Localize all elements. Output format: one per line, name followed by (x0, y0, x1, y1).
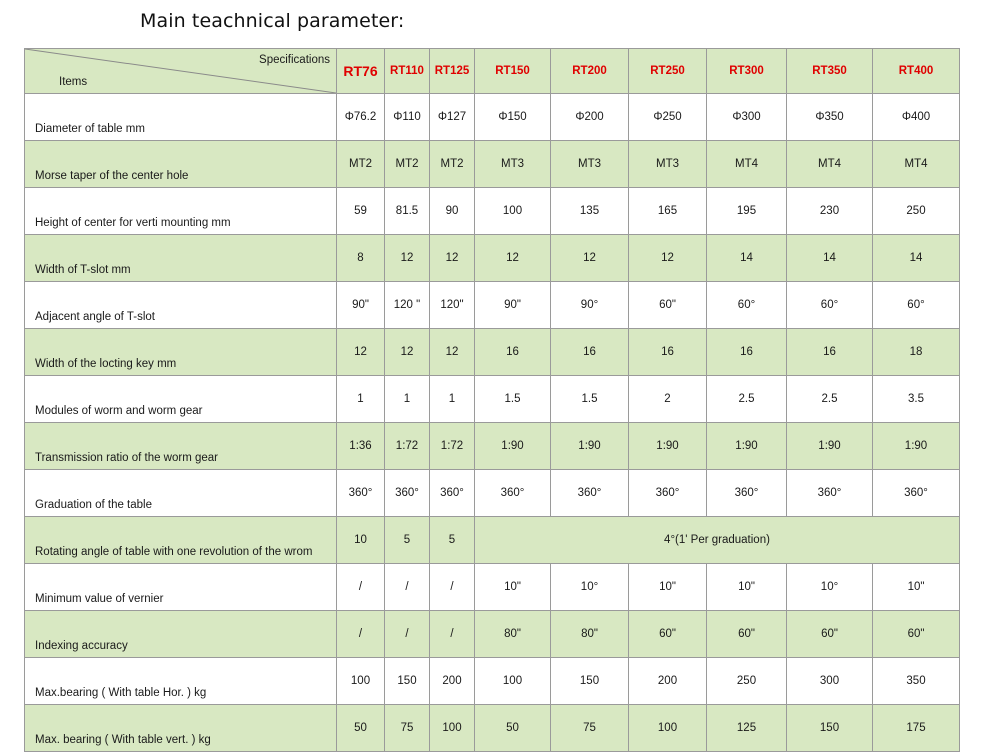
table-cell: 175 (873, 705, 960, 752)
table-cell: 5 (385, 517, 430, 564)
table-cell: 2.5 (707, 376, 787, 423)
table-cell: 12 (337, 329, 385, 376)
table-cell: 150 (551, 658, 629, 705)
row-label: Modules of worm and worm gear (25, 376, 337, 423)
table-row (25, 188, 960, 235)
row-label: Graduation of the table (25, 470, 337, 517)
row-label: Width of T-slot mm (25, 235, 337, 282)
table-cell: 135 (551, 188, 629, 235)
table-cell: / (385, 611, 430, 658)
row-label: Morse taper of the center hole (25, 141, 337, 188)
table-cell: 75 (385, 705, 430, 752)
table-cell: 360° (873, 470, 960, 517)
model-header: RT400 (873, 49, 960, 94)
corner-cell (25, 49, 337, 94)
table-cell: 60° (707, 282, 787, 329)
model-header: RT350 (787, 49, 873, 94)
row-label: Rotating angle of table with one revolution of the wrom (25, 517, 337, 564)
table-cell: MT2 (430, 141, 475, 188)
table-cell: 1:90 (551, 423, 629, 470)
table-cell: 10" (475, 564, 551, 611)
table-cell: 60" (787, 611, 873, 658)
table-cell: 250 (873, 188, 960, 235)
table-cell: 360° (551, 470, 629, 517)
table-cell: 300 (787, 658, 873, 705)
table-cell: 5 (430, 517, 475, 564)
row-label: Adjacent angle of T-slot (25, 282, 337, 329)
table-cell: 100 (337, 658, 385, 705)
table-cell: 200 (629, 658, 707, 705)
table-row (25, 658, 960, 705)
model-header: RT125 (430, 49, 475, 94)
row-label: Height of center for verti mounting mm (25, 188, 337, 235)
table-cell: 14 (787, 235, 873, 282)
specifications-label: Specifications (259, 54, 330, 66)
table-cell: 100 (629, 705, 707, 752)
table-row (25, 235, 960, 282)
table-cell: 360° (475, 470, 551, 517)
table-cell: Φ110 (385, 94, 430, 141)
table-cell: 12 (629, 235, 707, 282)
table-cell: / (430, 611, 475, 658)
table-cell: Φ127 (430, 94, 475, 141)
table-cell: 16 (475, 329, 551, 376)
table-cell: 90 (430, 188, 475, 235)
table-cell: 50 (475, 705, 551, 752)
table-cell: 10" (707, 564, 787, 611)
table-cell: 16 (787, 329, 873, 376)
table-cell: 59 (337, 188, 385, 235)
table-cell: 195 (707, 188, 787, 235)
table-cell: 90" (337, 282, 385, 329)
table-cell: 1:72 (385, 423, 430, 470)
table-cell: 165 (629, 188, 707, 235)
table-cell: 1:36 (337, 423, 385, 470)
table-row (25, 705, 960, 752)
table-row (25, 94, 960, 141)
table-row (25, 329, 960, 376)
table-cell: 12 (385, 329, 430, 376)
table-cell: 60" (629, 282, 707, 329)
table-cell: 1:90 (629, 423, 707, 470)
table-cell: 360° (707, 470, 787, 517)
table-row (25, 141, 960, 188)
row-label: Indexing accuracy (25, 611, 337, 658)
table-cell: 250 (707, 658, 787, 705)
table-cell: 1:90 (707, 423, 787, 470)
table-row (25, 564, 960, 611)
spec-table (24, 48, 960, 752)
table-cell: 1.5 (475, 376, 551, 423)
table-cell: 60° (873, 282, 960, 329)
table-cell: 12 (475, 235, 551, 282)
table-cell: Φ150 (475, 94, 551, 141)
table-cell: 120 " (385, 282, 430, 329)
header-row (25, 49, 960, 94)
table-cell: Φ300 (707, 94, 787, 141)
table-cell: 60" (629, 611, 707, 658)
model-header: RT110 (385, 49, 430, 94)
table-row (25, 611, 960, 658)
table-cell: 80" (475, 611, 551, 658)
table-cell: / (385, 564, 430, 611)
table-row (25, 376, 960, 423)
table-cell: 90" (475, 282, 551, 329)
model-header: RT150 (475, 49, 551, 94)
table-cell: 10° (787, 564, 873, 611)
table-cell: 100 (475, 188, 551, 235)
items-label: Items (59, 76, 88, 88)
table-cell: 10" (873, 564, 960, 611)
table-cell: MT3 (475, 141, 551, 188)
table-cell: 10° (551, 564, 629, 611)
table-cell: 125 (707, 705, 787, 752)
table-cell: 12 (430, 329, 475, 376)
model-header: RT76 (337, 49, 385, 94)
merged-cell: 4°(1' Per graduation) (475, 517, 960, 564)
table-cell: 120" (430, 282, 475, 329)
table-cell: MT4 (787, 141, 873, 188)
table-cell: 80" (551, 611, 629, 658)
model-header: RT300 (707, 49, 787, 94)
table-cell: 100 (475, 658, 551, 705)
row-label: Minimum value of vernier (25, 564, 337, 611)
model-header: RT200 (551, 49, 629, 94)
table-cell: 12 (430, 235, 475, 282)
table-cell: MT3 (629, 141, 707, 188)
table-cell: 150 (385, 658, 430, 705)
table-cell: 100 (430, 705, 475, 752)
table-cell: MT2 (385, 141, 430, 188)
table-row (25, 282, 960, 329)
table-cell: 2.5 (787, 376, 873, 423)
table-cell: 10 (337, 517, 385, 564)
table-cell: / (430, 564, 475, 611)
table-cell: 16 (551, 329, 629, 376)
table-row (25, 517, 960, 564)
page-title: Main teachnical parameter: (140, 10, 405, 32)
table-cell: Φ400 (873, 94, 960, 141)
table-cell: MT4 (873, 141, 960, 188)
table-cell: 14 (707, 235, 787, 282)
model-header: RT250 (629, 49, 707, 94)
table-cell: Φ350 (787, 94, 873, 141)
table-cell: 12 (551, 235, 629, 282)
table-cell: 14 (873, 235, 960, 282)
table-cell: 360° (430, 470, 475, 517)
table-row (25, 470, 960, 517)
table-cell: 60° (787, 282, 873, 329)
table-cell: 90° (551, 282, 629, 329)
table-cell: Φ250 (629, 94, 707, 141)
table-cell: / (337, 611, 385, 658)
row-label: Transmission ratio of the worm gear (25, 423, 337, 470)
table-cell: 12 (385, 235, 430, 282)
table-cell: 81.5 (385, 188, 430, 235)
table-cell: 1 (430, 376, 475, 423)
table-cell: 60" (707, 611, 787, 658)
row-label: Max.bearing ( With table Hor. ) kg (25, 658, 337, 705)
row-label: Width of the locting key mm (25, 329, 337, 376)
table-cell: Φ76.2 (337, 94, 385, 141)
table-cell: / (337, 564, 385, 611)
table-row (25, 423, 960, 470)
table-cell: MT2 (337, 141, 385, 188)
table-cell: 360° (787, 470, 873, 517)
table-cell: 18 (873, 329, 960, 376)
table-cell: 50 (337, 705, 385, 752)
table-cell: 75 (551, 705, 629, 752)
table-cell: 360° (337, 470, 385, 517)
table-cell: 2 (629, 376, 707, 423)
table-cell: MT4 (707, 141, 787, 188)
table-cell: 350 (873, 658, 960, 705)
table-cell: 1 (337, 376, 385, 423)
table-cell: 3.5 (873, 376, 960, 423)
table-cell: 230 (787, 188, 873, 235)
table-cell: 1:90 (873, 423, 960, 470)
table-cell: 16 (707, 329, 787, 376)
table-cell: 60" (873, 611, 960, 658)
row-label: Diameter of table mm (25, 94, 337, 141)
row-label: Max. bearing ( With table vert. ) kg (25, 705, 337, 752)
table-cell: 1:90 (475, 423, 551, 470)
table-cell: 8 (337, 235, 385, 282)
spec-table-body (25, 49, 960, 752)
table-cell: 150 (787, 705, 873, 752)
table-cell: 16 (629, 329, 707, 376)
table-cell: 1.5 (551, 376, 629, 423)
table-cell: Φ200 (551, 94, 629, 141)
table-cell: 1:72 (430, 423, 475, 470)
table-cell: 1 (385, 376, 430, 423)
table-cell: 10" (629, 564, 707, 611)
table-cell: MT3 (551, 141, 629, 188)
table-cell: 360° (629, 470, 707, 517)
table-cell: 360° (385, 470, 430, 517)
table-cell: 200 (430, 658, 475, 705)
table-cell: 1:90 (787, 423, 873, 470)
